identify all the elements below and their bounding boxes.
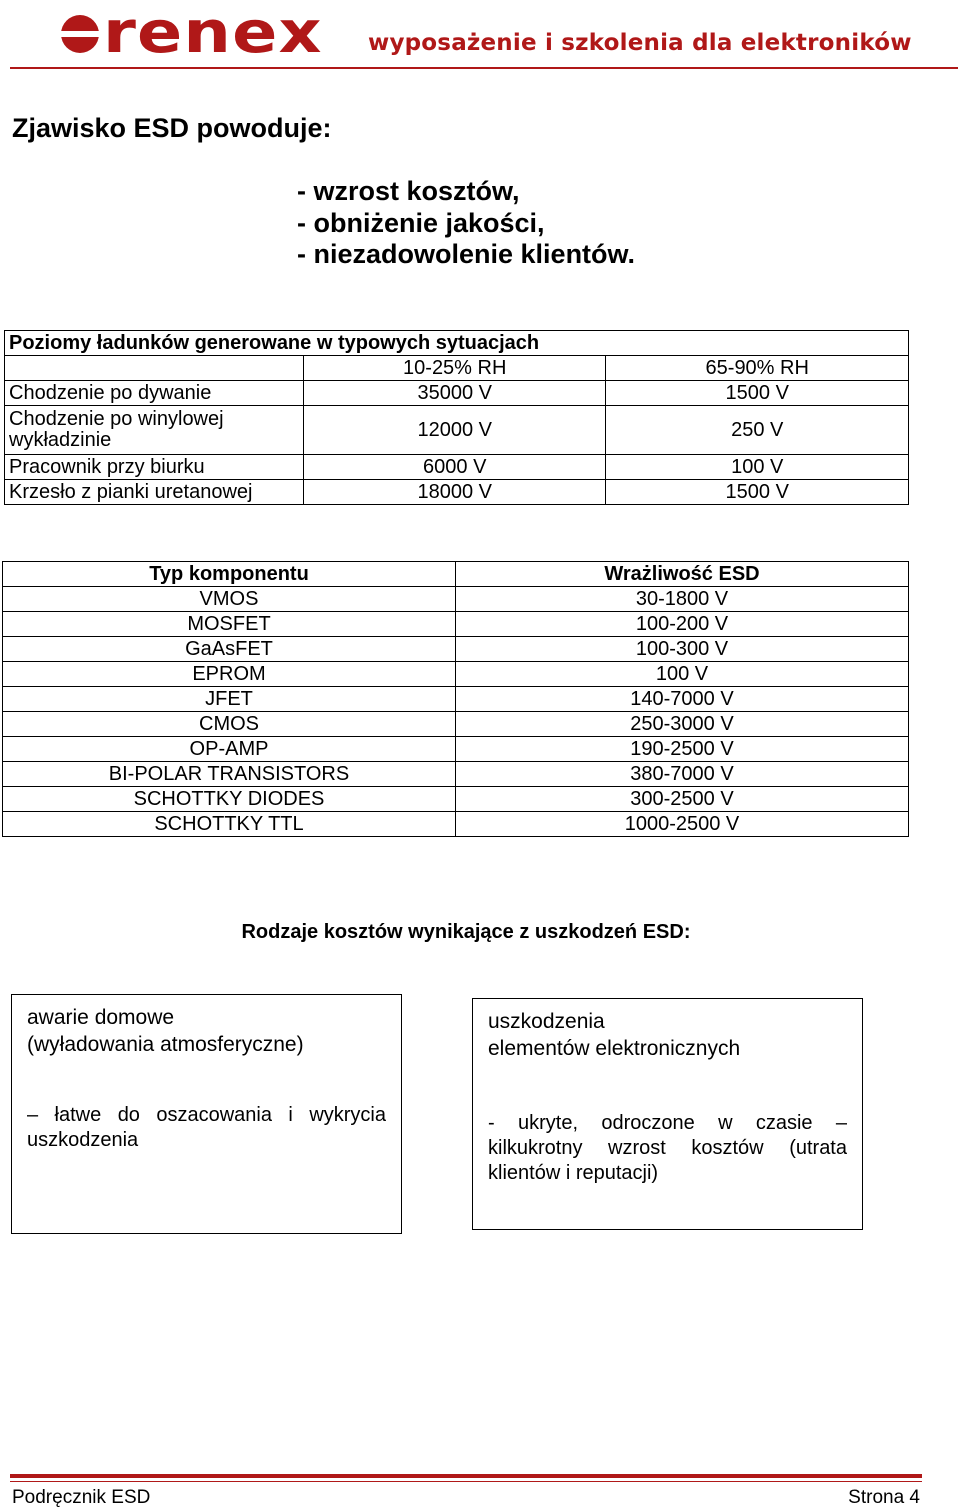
- row-label: Chodzenie po winylowej wykładzinie: [5, 406, 304, 455]
- sensitivity-value: 250-3000 V: [456, 712, 909, 737]
- column-header: Wrażliwość ESD: [456, 562, 909, 587]
- costs-heading: Rodzaje kosztów wynikające z uszkodzeń ESD:: [241, 921, 691, 943]
- column-header: 65-90% RH: [606, 356, 909, 381]
- value-low-rh: 35000 V: [304, 381, 606, 406]
- table-row: [3, 687, 909, 712]
- table-row: [3, 712, 909, 737]
- row-label: Chodzenie po dywanie: [5, 381, 304, 406]
- component-type: JFET: [3, 687, 456, 712]
- component-type: CMOS: [3, 712, 456, 737]
- value-high-rh: 100 V: [606, 455, 909, 480]
- footer-page-number: Strona 4: [848, 1487, 920, 1508]
- component-type: VMOS: [3, 587, 456, 612]
- component-type: MOSFET: [3, 612, 456, 637]
- component-type: SCHOTTKY TTL: [3, 812, 456, 837]
- cost-box-description: – łatwe do oszacowania i wykrycia uszkodzenia: [27, 1104, 386, 1151]
- table-row: [3, 762, 909, 787]
- row-label: Pracownik przy biurku: [5, 455, 304, 480]
- logo-circle-icon: [58, 12, 102, 56]
- value-low-rh: 6000 V: [304, 455, 606, 480]
- logo-wordmark: renex: [103, 0, 323, 66]
- sensitivity-value: 300-2500 V: [456, 787, 909, 812]
- table-row: [3, 612, 909, 637]
- table-row: [5, 406, 909, 455]
- component-type: BI-POLAR TRANSISTORS: [3, 762, 456, 787]
- empty-header-cell: [5, 356, 304, 381]
- cost-box-description: - ukryte, odroczone w czasie – kilkukrotny wzrost kosztów (utrata klientów i reputacji): [488, 1112, 847, 1184]
- footer-divider: [10, 1474, 922, 1478]
- sensitivity-value: 100-300 V: [456, 637, 909, 662]
- sensitivity-value: 30-1800 V: [456, 587, 909, 612]
- cost-box-heading: uszkodzenia elementów elektronicznych: [488, 1010, 741, 1060]
- value-low-rh: 18000 V: [304, 480, 606, 505]
- cost-box-heading: awarie domowe (wyładowania atmosferyczne): [27, 1006, 304, 1056]
- table-row: [5, 381, 909, 406]
- column-header: 10-25% RH: [304, 356, 606, 381]
- table-row: [5, 480, 909, 505]
- sensitivity-value: 100-200 V: [456, 612, 909, 637]
- sensitivity-value: 100 V: [456, 662, 909, 687]
- effect-item: - wzrost kosztów,: [297, 176, 520, 206]
- component-type: OP-AMP: [3, 737, 456, 762]
- footer-divider-thin: [10, 1481, 922, 1482]
- header-divider: [10, 67, 958, 69]
- value-high-rh: 1500 V: [606, 480, 909, 505]
- component-type: EPROM: [3, 662, 456, 687]
- effect-item: - obniżenie jakości,: [297, 207, 545, 238]
- effect-item: - niezadowolenie klientów.: [297, 239, 636, 269]
- cost-box-home-failures: [11, 994, 402, 1234]
- table-row: [3, 587, 909, 612]
- cost-box-component-damage: [472, 998, 863, 1230]
- page-header: [0, 0, 960, 72]
- table-row: [3, 637, 909, 662]
- column-header: Typ komponentu: [3, 562, 456, 587]
- value-low-rh: 12000 V: [304, 406, 606, 455]
- component-type: GaAsFET: [3, 637, 456, 662]
- row-label: Krzesło z pianki uretanowej: [5, 480, 304, 505]
- table-row: [3, 812, 909, 837]
- page-title: Zjawisko ESD powoduje:: [12, 113, 332, 143]
- tagline: wyposażenie i szkolenia dla elektroników: [368, 30, 912, 56]
- table-row: [3, 662, 909, 687]
- sensitivity-value: 190-2500 V: [456, 737, 909, 762]
- sensitivity-value: 140-7000 V: [456, 687, 909, 712]
- sensitivity-value: 380-7000 V: [456, 762, 909, 787]
- charge-levels-table: [4, 330, 909, 505]
- effects-list: [297, 176, 635, 271]
- table-title: Poziomy ładunków generowane w typowych sytuacjach: [5, 331, 909, 356]
- table-row: [3, 787, 909, 812]
- sensitivity-value: 1000-2500 V: [456, 812, 909, 837]
- value-high-rh: 250 V: [606, 406, 909, 455]
- table-row: [5, 455, 909, 480]
- footer-document-name: Podręcznik ESD: [12, 1487, 151, 1508]
- value-high-rh: 1500 V: [606, 381, 909, 406]
- esd-sensitivity-table: [2, 561, 909, 837]
- component-type: SCHOTTKY DIODES: [3, 787, 456, 812]
- table-row: [3, 737, 909, 762]
